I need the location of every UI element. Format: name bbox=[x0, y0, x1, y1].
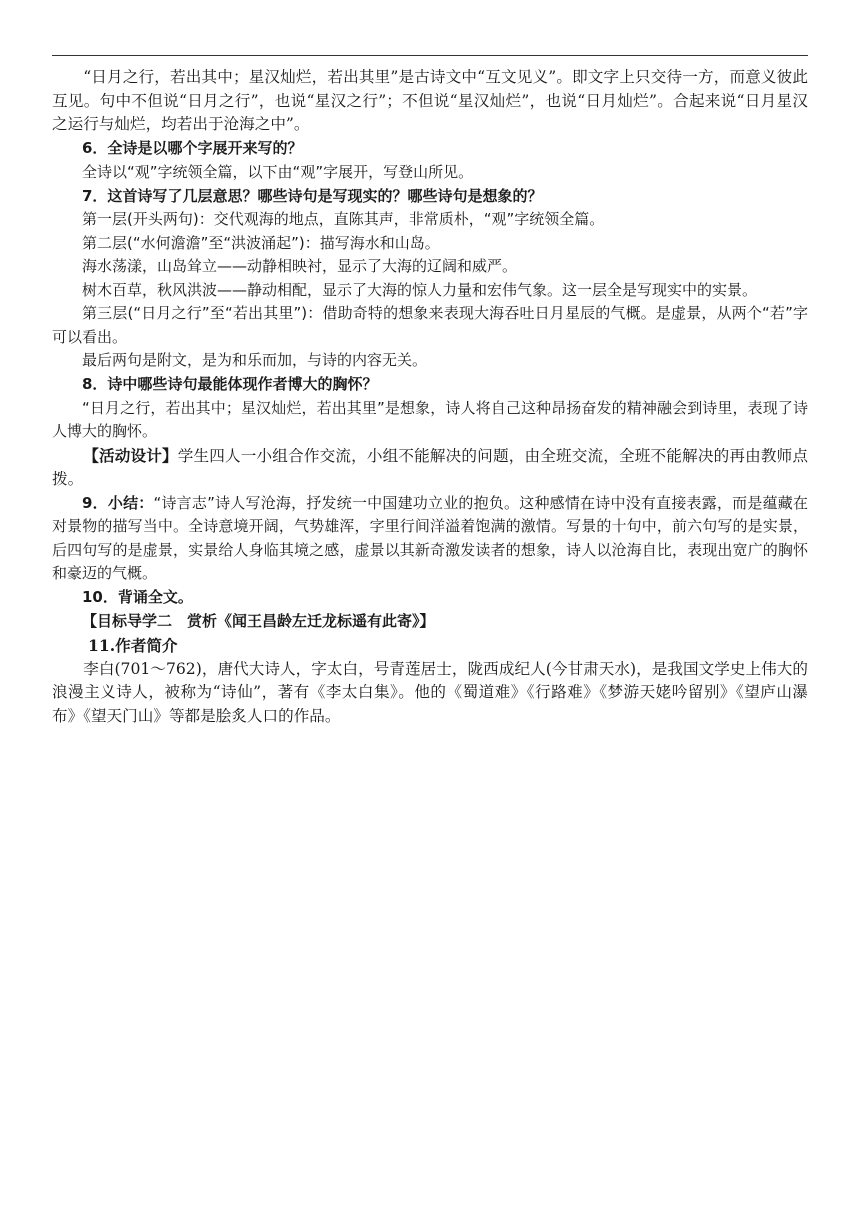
question-6: 6．全诗是以哪个字展开来写的？ bbox=[82, 139, 303, 157]
answer-7-layer-3: 第三层(“日月之行”至“若出其里”)：借助奇特的想象来表现大海吞吐日月星辰的气概。是虚景，从两个“若”字可以看出。 bbox=[52, 304, 808, 346]
paragraph-huwen: “日月之行，若出其中；星汉灿烂，若出其里”是古诗文中“互文见义”。即文字上只交待一方，而意义彼此互见。句中不但说“日月之行”，也说“星汉之行”；不但说“星汉灿烂”，也说“日月灿烂”。合起来说“日月星汉之运行与灿烂，均若出于沧海之中”。 bbox=[52, 68, 808, 133]
question-8: 8．诗中哪些诗句最能体现作者博大的胸怀？ bbox=[82, 375, 378, 393]
activity-heading: 【活动设计】 bbox=[83, 445, 178, 465]
question-11: 11.作者简介 bbox=[88, 636, 178, 655]
summary-text: “诗言志”诗人写沧海，抒发统一中国建功立业的抱负。这种感情在诗中没有直接表露，而是蕴藏在对景物的描写当中。全诗意境开阔，气势雄浑，字里行间洋溢着饱满的激情。写景的十句中，前六句写的是实景，后四句写的是虚景，实景给人身临其境之感，虚景以其新奇激发读者的想象，诗人以沧海自比，表现出宽广的胸怀和豪迈的气概。 bbox=[52, 493, 809, 582]
question-7: 7．这首诗写了几层意思？哪些诗句是写现实的？哪些诗句是想象的？ bbox=[82, 186, 543, 205]
answer-8: “日月之行，若出其中；星汉灿烂，若出其里”是想象，诗人将自己这种昂扬奋发的精神融会到诗里，表现了诗人博大的胸怀。 bbox=[52, 398, 808, 440]
answer-7-sea-island: 海水荡漾，山岛耸立——动静相映衬，显示了大海的辽阔和威严。 bbox=[82, 257, 518, 275]
answer-7-layer-1: 第一层(开头两句)：交代观海的地点，直陈其声，非常质朴，“观”字统领全篇。 bbox=[82, 210, 605, 228]
answer-6: 全诗以“观”字统领全篇，以下由“观”字展开，写登山所见。 bbox=[82, 162, 474, 181]
activity-design bbox=[52, 444, 808, 492]
header-rule bbox=[52, 55, 808, 56]
summary-paragraph bbox=[52, 492, 808, 586]
answer-7-last-lines: 最后两句是附文，是为和乐而加，与诗的内容无关。 bbox=[82, 351, 428, 369]
question-10: 10．背诵全文。 bbox=[82, 588, 193, 606]
section-heading-2: 【目标导学二 赏析《闻王昌龄左迁龙标遥有此寄》】 bbox=[82, 612, 435, 630]
answer-7-layer-2: 第二层(“水何澹澹”至“洪波涌起”)：描写海水和山岛。 bbox=[82, 233, 440, 252]
author-bio: 李白(701～762)，唐代大诗人，字太白，号青莲居士，陇西成纪人(今甘肃天水)，是我国文学史上伟大的浪漫主义诗人，被称为“诗仙”，著有《李太白集》。他的《蜀道难》《行路难》《梦游天姥吟留别》《望庐山瀑布》《望天门山》等都是脍炙人口的作品。 bbox=[52, 659, 808, 725]
document-body bbox=[52, 66, 808, 728]
activity-text: 学生四人一小组合作交流，小组不能解决的问题，由全班交流，全班不能解决的再由教师点拨。 bbox=[52, 446, 808, 488]
answer-7-trees-waves: 树木百草，秋风洪波——静动相配，显示了大海的惊人力量和宏伟气象。这一层全是写现实中的实景。 bbox=[82, 280, 758, 299]
summary-heading: 9．小结： bbox=[82, 493, 154, 512]
